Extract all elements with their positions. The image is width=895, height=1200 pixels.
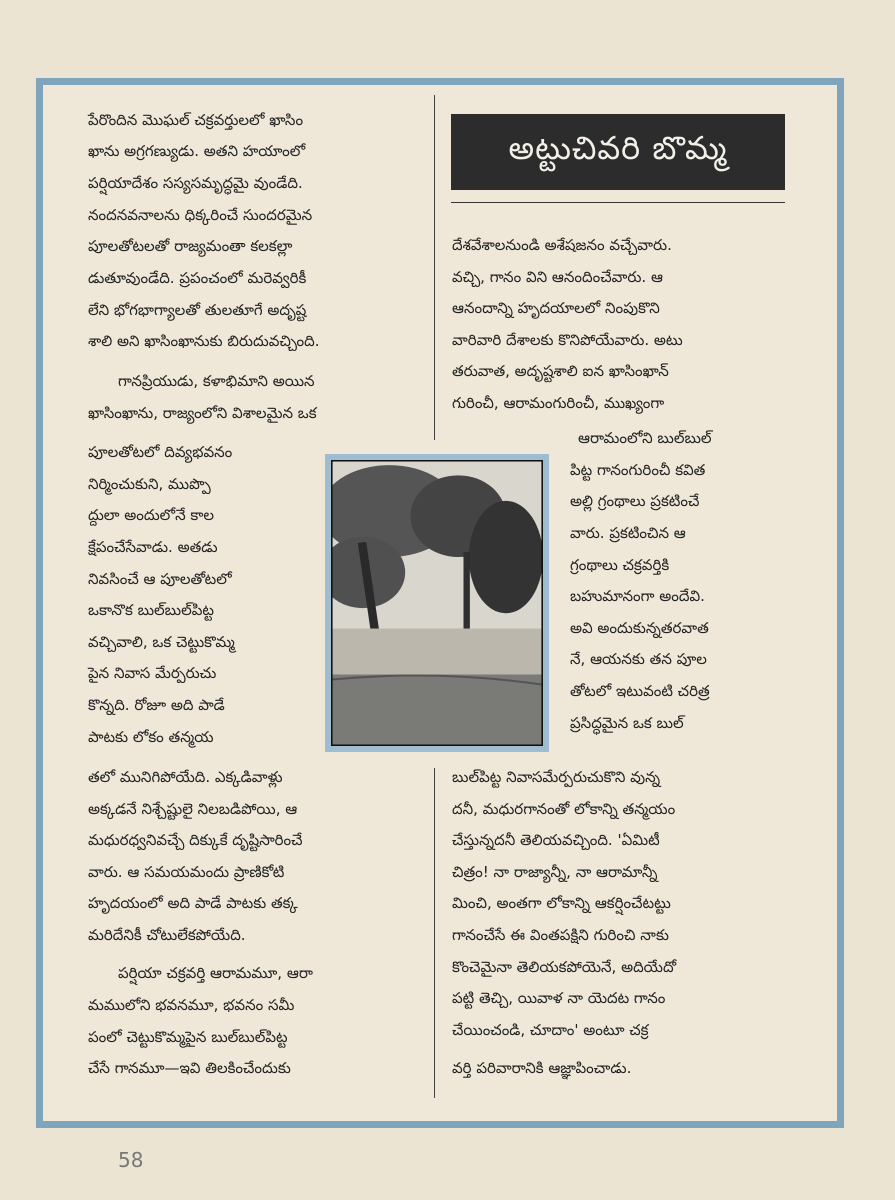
text-line: పాటకు లోకం తన్మయ — [88, 728, 214, 746]
text-line: వారు. ప్రకటించిన ఆ — [570, 524, 686, 542]
text-line: ప్రసిద్ధమైన ఒక బుల్ — [570, 714, 684, 732]
text-line: నిర్మించుకుని, ముప్పొ — [88, 475, 211, 493]
title-rule — [451, 202, 785, 203]
text-line: అవి అందుకున్నతరవాత — [570, 619, 709, 637]
text-line: మధురధ్వనివచ్చే దిక్కుకే దృష్టిసారించే — [88, 831, 303, 849]
column-divider-bottom — [434, 768, 435, 1098]
story-title: అట్టుచివరి బొమ్మ — [451, 114, 785, 190]
text-line: శాలి అని ఖాసింఖానుకు బిరుదువచ్చింది. — [88, 332, 320, 350]
text-line: బహుమానంగా అందేవి. — [570, 587, 705, 605]
text-line: వర్తి పరివారానికి ఆజ్ఞాపించాడు. — [452, 1059, 632, 1077]
text-line: తోటలో ఇటువంటి చరిత్ర — [570, 682, 710, 700]
text-line: వచ్చి, గానం విని ఆనందించేవారు. ఆ — [452, 268, 663, 286]
text-line: పూలతోటలతో రాజ్యమంతా కలకల్లా — [88, 237, 293, 255]
text-line: వారివారి దేశాలకు కొనిపోయేవారు. అటు — [452, 331, 683, 349]
text-line: కొన్నది. రోజూ అది పాడే — [88, 696, 225, 714]
text-line: తలో మునిగిపోయేది. ఎక్కడివాళ్లు — [88, 768, 283, 786]
text-line: తరువాత, అదృష్టశాలి ఐన ఖాసింఖాన్ — [452, 362, 669, 380]
text-line: మించి, అంతగా లోకాన్ని ఆకర్షించేటట్టు — [452, 894, 671, 912]
garden-illustration — [325, 454, 549, 752]
text-line: గానప్రియుడు, కళాభిమాని అయిన — [118, 372, 315, 390]
text-line: చిత్రం! నా రాజ్యాన్నీ, నా ఆరామాన్నీ — [452, 863, 658, 881]
text-line: ఆరామంలోని బుల్‌బుల్ — [578, 429, 712, 447]
text-line: నివసించే ఆ పూలతోటలో — [88, 570, 232, 588]
text-line: బుల్‌పిట్ట నివాసమేర్పరుచుకొని వున్న — [452, 768, 661, 786]
text-line: ఒకానొక బుల్‌బుల్‌పిట్ట — [88, 601, 214, 619]
text-line: దనీ, మధురగానంతో లోకాన్ని తన్మయం — [452, 800, 676, 818]
text-line: పైన నివాస మేర్పరుచు — [88, 664, 217, 682]
text-line: పట్టి తెచ్చి, యివాళ నా యెదట గానం — [452, 989, 666, 1007]
text-line: మరిదేనికీ చోటులేకపోయేది. — [88, 926, 246, 944]
text-line: పిట్ట గానంగురించీ కవిత — [570, 461, 706, 479]
text-line: చేయించండి, చూదాం' అంటూ చక్ర — [452, 1021, 649, 1039]
text-line: పర్షియాదేశం సస్యసమృద్ధమై వుండేది. — [88, 174, 303, 192]
text-line: అక్కడనే నిశ్చేష్టులై నిలబడిపోయి, ఆ — [88, 800, 298, 818]
text-line: నందనవనాలను ధిక్కరించే సుందరమైన — [88, 206, 313, 224]
text-line: పర్షియా చక్రవర్తి ఆరామమూ, ఆరా — [118, 964, 313, 982]
text-line: దేశవేశాలనుండి అశేషజనం వచ్చేవారు. — [452, 236, 672, 254]
column-divider-top — [434, 95, 435, 440]
text-line: ద్దులా అందులోనే కాల — [88, 506, 215, 524]
text-line: చేస్తున్నదనీ తెలియవచ్చింది. 'ఏమిటీ — [452, 831, 660, 849]
text-line: కొంచెమైనా తెలియకపోయెనే, అదియేదో — [452, 958, 677, 976]
text-line: క్షేపంచేసేవాడు. అతడు — [88, 538, 218, 556]
text-line: పూలతోటలో దివ్యభవనం — [88, 443, 233, 461]
text-line: ఖాను అగ్రగణ్యుడు. అతని హయాంలో — [88, 142, 306, 160]
text-line: గురించీ, ఆరామంగురించీ, ముఖ్యంగా — [452, 394, 665, 412]
text-line: ఖాసింఖాను, రాజ్యంలోని విశాలమైన ఒక — [88, 404, 317, 422]
text-line: డుతూవుండేది. ప్రపంచంలో మరెవ్వరికీ — [88, 269, 307, 287]
text-line: పేరొందిన మొఘల్ చక్రవర్తులలో ఖాసిం — [88, 111, 304, 129]
text-line: మములోని భవనమూ, భవనం సమీ — [88, 996, 295, 1014]
text-line: అల్లి గ్రంథాలు ప్రకటించే — [570, 492, 700, 510]
page-number: 58 — [118, 1148, 144, 1172]
text-line: ఆనందాన్ని హృదయాలలో నింపుకొని — [452, 299, 660, 317]
text-line: నే, ఆయనకు తన పూల — [570, 650, 707, 668]
text-line: హృదయంలో అది పాడే పాటకు తక్క — [88, 894, 298, 912]
text-line: లేని భోగభాగ్యాలతో తులతూగే అదృష్ట — [88, 301, 307, 319]
text-line: వచ్చివాలి, ఒక చెట్టుకొమ్మ — [88, 633, 235, 651]
text-line: వారు. ఆ సమయమందు ప్రాణికోటి — [88, 863, 285, 881]
text-line: గానంచేసే ఈ వింతపక్షిని గురించి నాకు — [452, 926, 669, 944]
text-line: చేసే గానమూ—ఇవి తిలకించేందుకు — [88, 1059, 291, 1077]
text-line: గ్రంథాలు చక్రవర్తికి — [570, 556, 670, 574]
text-line: పంలో చెట్టుకొమ్మపైన బుల్‌బుల్‌పిట్ట — [88, 1028, 288, 1046]
